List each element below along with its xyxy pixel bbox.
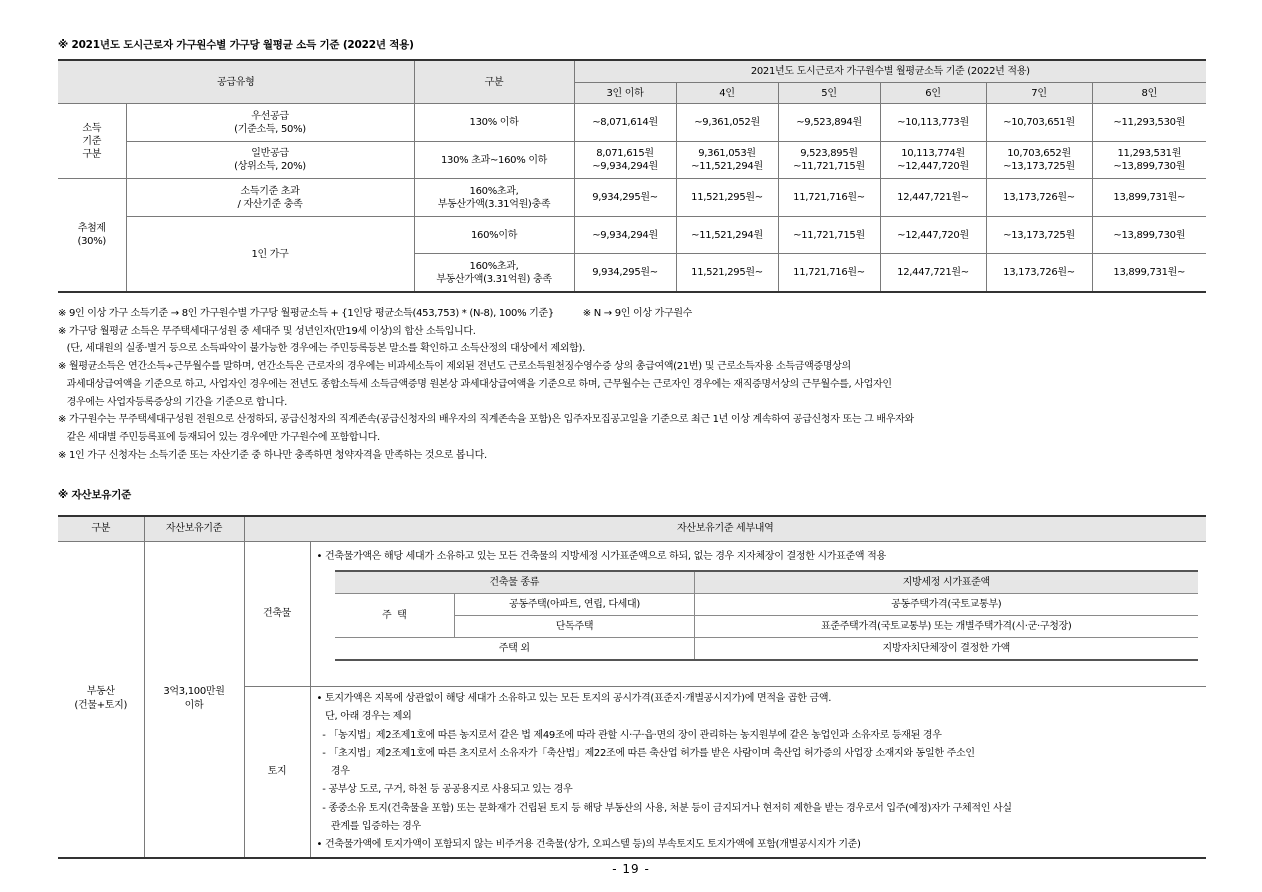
- asset-standard-cell: 3억3,100만원 이하: [144, 542, 244, 858]
- housing-label: 주 택: [335, 594, 455, 638]
- note-line: ※ 가구원수는 무주택세대구성원 전원으로 산정하되, 공급신청자의 직계존속(공급신청자의 배우자의 직계존속을 포함)은 입주자모집공고일을 기준으로 최근 1년 이상 계속하여 공급신청자 또는 그 배우자와: [58, 414, 914, 426]
- building-value-table: [335, 570, 1198, 661]
- supply-type-cell: 소득기준 초과 / 자산기준 충족: [126, 179, 414, 217]
- land-detail: [310, 687, 1206, 858]
- value-cell: 10,703,652원 ~13,173,725원: [986, 142, 1092, 179]
- note-line: 경우에는 사업자등록증상의 기간을 기준으로 합니다.: [58, 396, 287, 408]
- building-kind-cell: 공동주택(아파트, 연립, 다세대): [455, 594, 695, 616]
- income-notes: [58, 305, 1218, 464]
- land-line: - 「농지법」제2조제1호에 따른 농지로서 같은 법 제49조에 따라 관할 시·구·읍·면의 장이 관리하는 농지원부에 같은 농업인과 소유자로 등재된 경우: [316, 729, 942, 741]
- note-line: 같은 세대별 주민등록표에 등재되어 있는 경우에만 가구원수에 포함합니다.: [58, 431, 380, 443]
- note-line: ※ 가구당 월평균 소득은 무주택세대구성원 중 세대주 및 성년인자(만19세 이상)의 합산 소득입니다.: [58, 325, 476, 337]
- value-cell: 8,071,615원 ~9,934,294원: [574, 142, 676, 179]
- range-cell: 160%이하: [414, 217, 574, 254]
- header-household-size: 8인: [1092, 83, 1206, 104]
- note-line: ※ 월평균소득은 연간소득÷근무월수를 말하며, 연간소득은 근로자의 경우에는 비과세소득이 제외된 전년도 근로소득원천징수영수증 상의 총급여액(21번) 및 근로소득자용 소득금액증명상의: [58, 361, 851, 373]
- land-line: 경우: [316, 766, 350, 778]
- table-row: [58, 179, 1206, 217]
- value-cell: ~10,703,651원: [986, 104, 1092, 142]
- table-row: [58, 542, 1206, 687]
- value-cell: 9,361,053원 ~11,521,294원: [676, 142, 778, 179]
- value-cell: ~11,721,715원: [778, 217, 880, 254]
- land-line: - 종중소유 토지(건축물을 포함) 또는 문화재가 건립된 토지 등 해당 부동산의 사용, 처분 등이 금지되거나 현저히 제한을 받는 경우로서 입주(예정)자가 구체적인 사실: [316, 802, 1012, 814]
- header-asset-standard: 자산보유기준: [144, 516, 244, 542]
- asset-section-title: ※ 자산보유기준: [58, 489, 132, 501]
- note-line: (단, 세대원의 실종·별거 등으로 소득파악이 불가능한 경우에는 주민등록등본 말소를 확인하고 소득산정의 대상에서 제외함).: [58, 343, 586, 355]
- value-cell: 12,447,721원~: [880, 254, 986, 293]
- value-cell: ~11,521,294원: [676, 217, 778, 254]
- value-cell: 12,447,721원~: [880, 179, 986, 217]
- header-household-size: 5인: [778, 83, 880, 104]
- note-line: 과세대상급여액을 기준으로 하고, 사업자인 경우에는 전년도 종합소득세 소득금액증명 원본상 과세대상급여액을 기준으로 하며, 근무월수는 근로자인 경우에는 재직증명서상의 근무월수를, 사업자인: [58, 378, 892, 390]
- table-row: [58, 217, 1206, 254]
- table-row: [335, 594, 1198, 616]
- header-household-size: 6인: [880, 83, 986, 104]
- building-kind-cell: 주택 외: [335, 638, 695, 661]
- value-cell: 10,113,774원 ~12,447,720원: [880, 142, 986, 179]
- value-cell: 13,173,726원~: [986, 254, 1092, 293]
- value-cell: 9,523,895원 ~11,721,715원: [778, 142, 880, 179]
- header-building-value: 지방세정 시가표준액: [695, 571, 1198, 594]
- range-cell: 130% 이하: [414, 104, 574, 142]
- land-line: • 건축물가액에 토지가액이 포함되지 않는 비주거용 건축물(상가, 오피스텔 등)의 부속토지도 토지가액에 포함(개별공시지가 기준): [316, 839, 861, 851]
- value-cell: ~9,934,294원: [574, 217, 676, 254]
- value-cell: 9,934,295원~: [574, 179, 676, 217]
- building-kind-cell: 단독주택: [455, 616, 695, 638]
- header-category: 구분: [414, 60, 574, 104]
- header-household-size: 7인: [986, 83, 1092, 104]
- header-asset-detail: 자산보유기준 세부내역: [244, 516, 1206, 542]
- income-section-title: ※ 2021년도 도시근로자 가구원수별 가구당 월평균 소득 기준 (2022년 적용): [58, 39, 414, 51]
- value-cell: 11,293,531원 ~13,899,730원: [1092, 142, 1206, 179]
- header-supply-type: 공급유형: [58, 60, 414, 104]
- building-value-cell: 공동주택가격(국토교통부): [695, 594, 1198, 616]
- range-cell: 160%초과, 부동산가액(3.31억원)충족: [414, 179, 574, 217]
- value-cell: ~12,447,720원: [880, 217, 986, 254]
- value-cell: ~13,899,730원: [1092, 217, 1206, 254]
- value-cell: 13,899,731원~: [1092, 179, 1206, 217]
- value-cell: ~11,293,530원: [1092, 104, 1206, 142]
- value-cell: 11,721,716원~: [778, 254, 880, 293]
- note-line: ※ 9인 이상 가구 소득기준 → 8인 가구원수별 가구당 월평균소득 + {1인당 평균소득(453,753) * (N-8), 100% 기준} ※ N → 9인 이상 가구원수: [58, 308, 693, 319]
- page-number: - 19 -: [612, 862, 650, 876]
- table-row: [58, 104, 1206, 142]
- range-cell: 130% 초과~160% 이하: [414, 142, 574, 179]
- value-cell: 11,521,295원~: [676, 179, 778, 217]
- header-household-size: 4인: [676, 83, 778, 104]
- value-cell: 11,521,295원~: [676, 254, 778, 293]
- range-cell: 160%초과, 부동산가액(3.31억원) 충족: [414, 254, 574, 293]
- table-row: [335, 638, 1198, 661]
- land-line: - 공부상 도로, 구거, 하천 등 공공용지로 사용되고 있는 경우: [316, 784, 573, 796]
- building-intro: • 건축물가액은 해당 세대가 소유하고 있는 모든 건축물의 지방세정 시가표준액으로 하되, 없는 경우 지자체장이 결정한 시가표준액 적용: [316, 551, 886, 562]
- value-cell: ~9,523,894원: [778, 104, 880, 142]
- supply-type-cell: 우선공급 (기준소득, 50%): [126, 104, 414, 142]
- value-cell: ~8,071,614원: [574, 104, 676, 142]
- income-table: [58, 59, 1206, 293]
- land-line: - 「초지법」제2조제1호에 따른 초지로서 소유자가「축산법」제22조에 따른 축산업 허가를 받은 사람이며 축산업 허가증의 사업장 소재지와 동일한 주소인: [316, 747, 975, 759]
- header-building-kind: 건축물 종류: [335, 571, 695, 594]
- value-cell: 9,934,295원~: [574, 254, 676, 293]
- asset-category-cell: 부동산 (건물+토지): [58, 542, 144, 858]
- building-value-cell: 표준주택가격(국토교통부) 또는 개별주택가격(시·군·구청장): [695, 616, 1198, 638]
- note-line: ※ 1인 가구 신청자는 소득기준 또는 자산기준 중 하나만 충족하면 청약자격을 만족하는 것으로 봅니다.: [58, 449, 487, 461]
- value-cell: 11,721,716원~: [778, 179, 880, 217]
- table-row: [58, 142, 1206, 179]
- value-cell: ~10,113,773원: [880, 104, 986, 142]
- value-cell: ~13,173,725원: [986, 217, 1092, 254]
- supply-type-cell: 1인 가구: [126, 217, 414, 293]
- value-cell: ~9,361,052원: [676, 104, 778, 142]
- header-household-size: 3인 이하: [574, 83, 676, 104]
- building-detail: [310, 542, 1206, 687]
- header-asset-category: 구분: [58, 516, 144, 542]
- value-cell: 13,899,731원~: [1092, 254, 1206, 293]
- land-label: 토지: [244, 687, 310, 858]
- land-line: 단, 아래 경우는 제외: [316, 711, 412, 723]
- building-value-cell: 지방자치단체장이 결정한 가액: [695, 638, 1198, 661]
- building-label: 건축물: [244, 542, 310, 687]
- value-cell: 13,173,726원~: [986, 179, 1092, 217]
- lottery-label: 추첨제 (30%): [58, 179, 126, 293]
- income-basis-label: 소득 기준 구분: [58, 104, 126, 179]
- asset-table: [58, 515, 1206, 859]
- supply-type-cell: 일반공급 (상위소득, 20%): [126, 142, 414, 179]
- table-row: [335, 616, 1198, 638]
- land-line: 관계를 입증하는 경우: [316, 821, 421, 833]
- header-income-group: 2021년도 도시근로자 가구원수별 월평균소득 기준 (2022년 적용): [574, 60, 1206, 83]
- land-line: • 토지가액은 지목에 상관없이 해당 세대가 소유하고 있는 모든 토지의 공시가격(표준지·개별공시지가)에 면적을 곱한 금액.: [316, 693, 832, 704]
